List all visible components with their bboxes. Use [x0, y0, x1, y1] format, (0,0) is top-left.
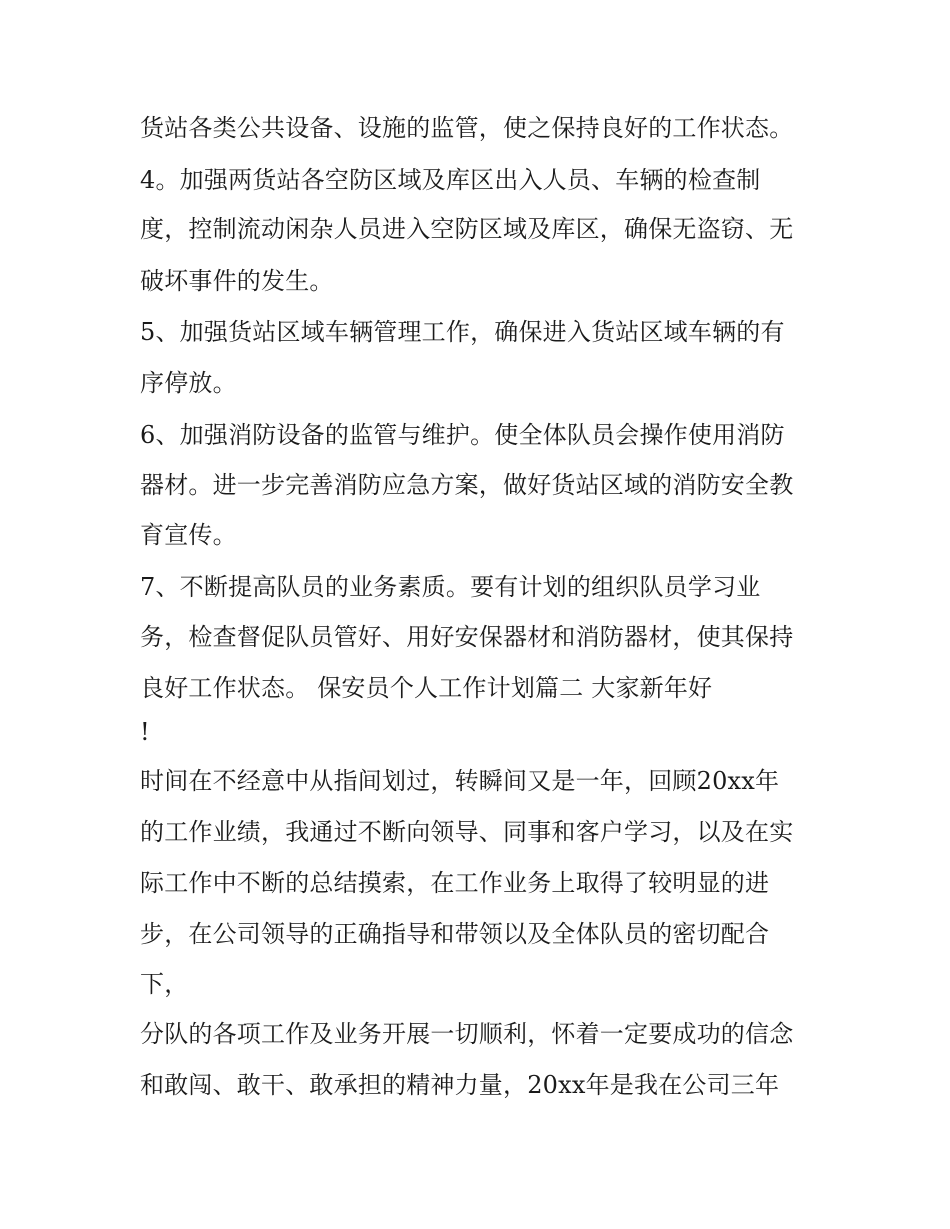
- text-line: 务，检查督促队员管好、用好安保器材和消防器材，使其保持: [140, 623, 794, 651]
- text-line: 时间在不经意中从指间划过，转瞬间又是一年，回顾20xx年: [140, 767, 780, 795]
- text-line: 破坏事件的发生。: [140, 267, 334, 295]
- text-line: 步，在公司领导的正确指导和带领以及全体队员的密切配合: [140, 920, 770, 948]
- text-line: 度，控制流动闲杂人员进入空防区域及库区，确保无盗窃、无: [140, 215, 794, 243]
- text-line: 下，: [140, 970, 189, 998]
- text-line: 和敢闯、敢干、敢承担的精神力量，20xx年是我在公司三年: [140, 1071, 780, 1099]
- text-line: 的工作业绩，我通过不断向领导、同事和客户学习，以及在实: [140, 818, 794, 846]
- text-line: 育宣传。: [140, 521, 237, 549]
- text-line: 序停放。: [140, 369, 237, 397]
- text-line: 器材。进一步完善消防应急方案，做好货站区域的消防安全教: [140, 471, 794, 499]
- text-line: 5、加强货站区域车辆管理工作，确保进入货站区域车辆的有: [140, 318, 785, 346]
- text-line: 7、不断提高队员的业务素质。要有计划的组织队员学习业: [140, 573, 761, 601]
- text-line: 4。加强两货站各空防区域及库区出入人员、车辆的检查制: [140, 166, 761, 194]
- text-line: 货站各类公共设备、设施的监管，使之保持良好的工作状态。: [140, 114, 794, 142]
- text-line: 良好工作状态。 保安员个人工作计划篇二 大家新年好: [140, 674, 713, 702]
- text-line: !: [140, 718, 150, 746]
- text-line: 分队的各项工作及业务开展一切顺利，怀着一定要成功的信念: [140, 1020, 794, 1048]
- text-line: 际工作中不断的总结摸索，在工作业务上取得了较明显的进: [140, 869, 770, 897]
- text-line: 6、加强消防设备的监管与维护。使全体队员会操作使用消防: [140, 421, 785, 449]
